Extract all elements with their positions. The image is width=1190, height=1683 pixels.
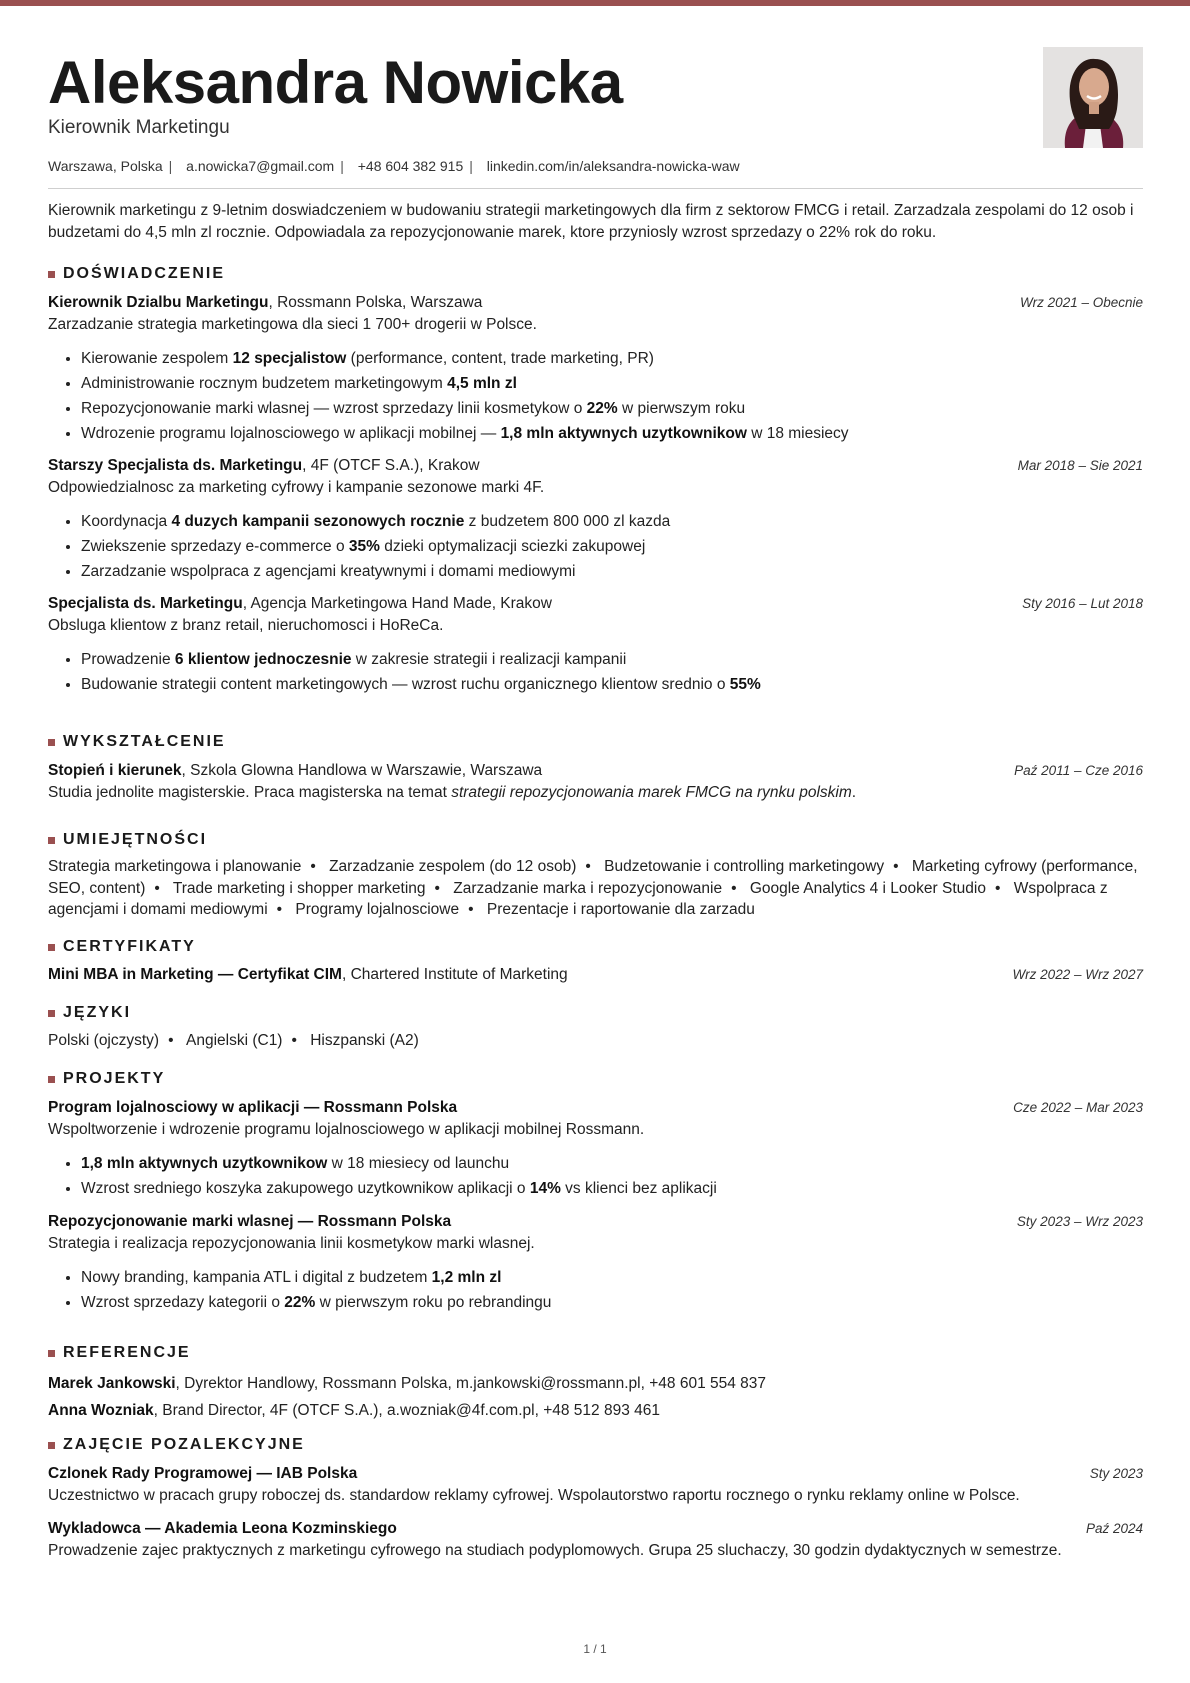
activity-date: Sty 2023 [1089,1466,1143,1481]
project-description: Strategia i realizacja repozycjonowania linii kosmetykow marki wlasnej. [48,1235,535,1252]
job-entry [48,292,1143,446]
activity-description: Uczestnictwo w pracach grupy roboczej ds. standardow reklamy cyfrowej. Wspolautorstwo raportu rocznego o rynku reklamy online w Polsce. [48,1487,1020,1504]
skill-item: Zarzadzanie marka i repozycjonowanie [453,879,723,897]
profile-summary: Kierownik marketingu z 9-letnim doswiadczeniem w budowaniu strategii marketingowych dla firm z sektorow FMCG i retail. Zarzadzala zespolami do 12 osob i budzetami do 4,5 mln zl rocznie. Odpowiadala za repozycjonowanie marek, ktore przyniosly wzrost sprzedazy o 22% rok do roku. [48,202,1134,241]
skills-section [48,829,1143,921]
project-entry [48,1211,1143,1315]
section-heading-text: WYKSZTAŁCENIE [63,733,226,750]
bullet-separator-icon: • [276,901,283,918]
top-accent-bar [0,0,1190,6]
contact-separator: | [340,158,344,174]
job-role: Specjalista ds. Marketingu [48,595,243,612]
activity-date: Paź 2024 [1085,1521,1143,1536]
bullet-item: • Zarzadzanie wspolpraca z agencjami kreatywnymi i domami mediowymi [81,559,1143,584]
contact-separator: | [168,158,173,174]
section-heading-text: ZAJĘCIE POZALEKCYJNE [63,1436,305,1453]
job-bullets [48,509,1143,584]
school-name: , Szkola Glowna Handlowa w Warszawie, Warszawa [181,762,543,779]
certificate-date: Wrz 2022 – Wrz 2027 [1012,967,1143,982]
education-header [48,760,1143,782]
reference-entry [48,1397,1143,1424]
languages-section [48,1002,1143,1052]
reference-entry [48,1370,1143,1397]
job-org: , 4F (OTCF S.A.), Krakow [302,457,480,474]
location-text: Warszawa, Polska [48,158,163,174]
section-heading-text: JĘZYKI [63,1004,132,1021]
job-description: Obsluga klientow z branz retail, nieruchomosci i HoReCa. [48,617,444,634]
job-bullets [48,647,1143,697]
bullet-item: • 1,8 mln aktywnych uzytkownikow w 18 miesiecy od launchu [81,1151,1143,1176]
reference-details: , Dyrektor Handlowy, Rossmann Polska, m.jankowski@rossmann.pl, +48 601 554 837 [175,1375,767,1392]
language-item: Angielski (C1) [186,1032,283,1049]
section-marker-icon [48,1350,55,1357]
certificate-entry [48,964,1143,986]
activity-description: Prowadzenie zajec praktycznych z marketingu cyfrowego na studiach podyplomowych. Grupa 25 sluchaczy, 30 godzin dydaktycznych w semestrze. [48,1542,1062,1559]
linkedin-link[interactable]: linkedin.com/in/aleksandra-nowicka-waw [486,158,740,174]
skill-item: Zarzadzanie zespolem (do 12 osob) [329,858,577,875]
activity-name: Czlonek Rady Programowej — IAB Polska [48,1465,358,1482]
email-link[interactable]: a.nowicka7@gmail.com [186,158,335,174]
section-marker-icon [48,739,55,746]
job-description: Odpowiedzialnosc za marketing cyfrowy i kampanie sezonowe marki 4F. [48,479,545,496]
bullet-item: • Koordynacja 4 duzych kampanii sezonowych rocznie z budzetem 800 000 zl kazda [81,509,1143,534]
activity-header [48,1463,1143,1485]
job-entry [48,593,1143,697]
activity-entry [48,1463,1143,1507]
job-org: , Rossmann Polska, Warszawa [268,294,483,311]
skill-item: Budzetowanie i controlling marketingowy [604,858,885,875]
activity-header [48,1518,1143,1540]
section-heading-text: DOŚWIADCZENIE [63,265,225,282]
bullet-separator-icon: • [434,879,440,897]
section-heading-text: UMIEJĘTNOŚCI [63,831,208,848]
project-header [48,1211,1143,1233]
education-description: Studia jednolite magisterskie. Praca magisterska na temat strategii repozycjonowania marek FMCG na rynku polskim. [48,784,857,801]
job-date: Sty 2016 – Lut 2018 [1022,596,1143,611]
section-heading-text: CERTYFIKATY [63,938,196,955]
references-list [48,1370,1143,1424]
bullet-item: • Nowy branding, kampania ATL i digital z budzetem 1,2 mln zl [81,1265,1143,1290]
job-header [48,593,1143,615]
certificate-name: Mini MBA in Marketing — Certyfikat CIM [48,966,342,983]
section-marker-icon [48,271,55,278]
job-header [48,455,1143,477]
bullet-item: • Administrowanie rocznym budzetem marketingowym 4,5 mln zl [81,371,1143,396]
bullet-item: • Budowanie strategii content marketingowych — wzrost ruchu organicznego klientow srednio o 55% [81,672,1143,697]
experience-section [48,263,1143,697]
bullet-separator-icon: • [168,1032,174,1049]
contact-separator: | [469,158,473,174]
bullet-separator-icon: • [468,901,474,918]
skills-list [48,856,1143,921]
bullet-separator-icon: • [994,879,1001,897]
reference-name: Marek Jankowski [48,1375,176,1392]
bullet-item: • Zwiekszenie sprzedazy e-commerce o 35% dzieki optymalizacji sciezki zakupowej [81,534,1143,559]
section-heading [48,731,1143,753]
skill-item: Prezentacje i raportowanie dla zarzadu [486,901,755,918]
project-date: Sty 2023 – Wrz 2023 [1016,1214,1143,1229]
reference-details: , Brand Director, 4F (OTCF S.A.), a.wozniak@4f.com.pl, +48 512 893 461 [153,1402,661,1419]
candidate-name: Aleksandra Nowicka [48,49,623,116]
profile-photo [1043,47,1143,148]
section-marker-icon [48,1010,55,1017]
bullet-separator-icon: • [310,858,316,875]
education-section [48,731,1143,804]
bullet-item: • Wzrost sredniego koszyka zakupowego uzytkownikow aplikacji o 14% vs klienci bez aplikacji [81,1176,1143,1201]
activities-section [48,1434,1143,1562]
section-heading-text: REFERENCJE [63,1344,191,1361]
job-date: Wrz 2021 – Obecnie [1019,295,1143,310]
section-heading [48,1342,1143,1364]
project-bullets [48,1265,1143,1315]
language-item: Polski (ojczysty) [48,1032,160,1049]
skill-item: Programy lojalnosciowe [295,901,460,918]
skill-item: Google Analytics 4 i Looker Studio [749,879,986,897]
bullet-separator-icon: • [154,879,160,897]
bullet-item: • Kierowanie zespolem 12 specjalistow (performance, content, trade marketing, PR) [81,346,1143,371]
certificate-issuer: , Chartered Institute of Marketing [341,966,568,983]
bullet-separator-icon: • [731,879,737,897]
bullet-item: • Wdrozenie programu lojalnosciowego w aplikacji mobilnej — 1,8 mln aktywnych uzytkownikow w 18 miesiecy [81,421,1143,446]
header-divider [48,188,1143,189]
education-date: Paź 2011 – Cze 2016 [1014,763,1143,778]
job-description: Zarzadzanie strategia marketingowa dla sieci 1 700+ drogerii w Polsce. [48,316,537,333]
skill-item: Wspolpraca z agencjami i domami mediowymi [48,879,1108,918]
section-heading [48,829,1143,851]
project-date: Cze 2022 – Mar 2023 [1013,1100,1143,1115]
bullet-separator-icon: • [893,858,899,875]
project-description: Wspoltworzenie i wdrozenie programu lojalnosciowego w aplikacji mobilnej Rossmann. [48,1121,645,1138]
project-name: Repozycjonowanie marki wlasnej — Rossmann Polska [48,1213,452,1230]
job-org: , Agencja Marketingowa Hand Made, Krakow [242,595,552,612]
skill-item: Strategia marketingowa i planowanie [48,858,302,875]
section-marker-icon [48,1442,55,1449]
section-heading [48,263,1143,285]
job-date: Mar 2018 – Sie 2021 [1017,458,1143,473]
skill-item: Trade marketing i shopper marketing [172,879,426,897]
portrait-image [1043,47,1143,148]
job-header [48,292,1143,314]
activity-name: Wykladowca — Akademia Leona Kozminskiego [48,1520,397,1537]
section-marker-icon [48,944,55,951]
projects-section [48,1068,1143,1315]
section-marker-icon [48,1076,55,1083]
bullet-item: • Prowadzenie 6 klientow jednoczesnie w zakresie strategii i realizacji kampanii [81,647,1143,672]
job-role: Starszy Specjalista ds. Marketingu [48,457,303,474]
reference-name: Anna Wozniak [48,1402,154,1419]
page-number: 1 / 1 [583,1642,607,1656]
bullet-item: • Repozycjonowanie marki wlasnej — wzrost sprzedazy linii kosmetykow o 22% w pierwszym roku [81,396,1143,421]
bullet-separator-icon: • [291,1032,297,1049]
bullet-item: • Wzrost sprzedazy kategorii o 22% w pierwszym roku po rebrandingu [81,1290,1143,1315]
degree-name: Stopień i kierunek [48,762,182,779]
job-entry [48,455,1143,584]
languages-list [48,1030,1143,1052]
project-entry [48,1097,1143,1201]
project-header [48,1097,1143,1119]
contact-line [48,155,740,177]
section-heading [48,1002,1143,1024]
job-role: Kierownik Dzialbu Marketingu [48,294,269,311]
job-title: Kierownik Marketingu [48,117,230,138]
project-bullets [48,1151,1143,1201]
activity-entry [48,1518,1143,1562]
job-bullets [48,346,1143,446]
phone-text: +48 604 382 915 [357,158,464,174]
skill-item: Marketing cyfrowy (performance, SEO, content) [48,858,1138,897]
references-section [48,1342,1143,1424]
section-heading-text: PROJEKTY [63,1070,166,1087]
certificates-section [48,936,1143,986]
education-entry [48,760,1143,804]
language-item: Hiszpanski (A2) [310,1032,419,1049]
bullet-separator-icon: • [585,858,591,875]
section-heading [48,1068,1143,1090]
section-heading [48,936,1143,958]
section-marker-icon [48,837,55,844]
project-name: Program lojalnosciowy w aplikacji — Rossmann Polska [48,1099,458,1116]
section-heading [48,1434,1143,1456]
